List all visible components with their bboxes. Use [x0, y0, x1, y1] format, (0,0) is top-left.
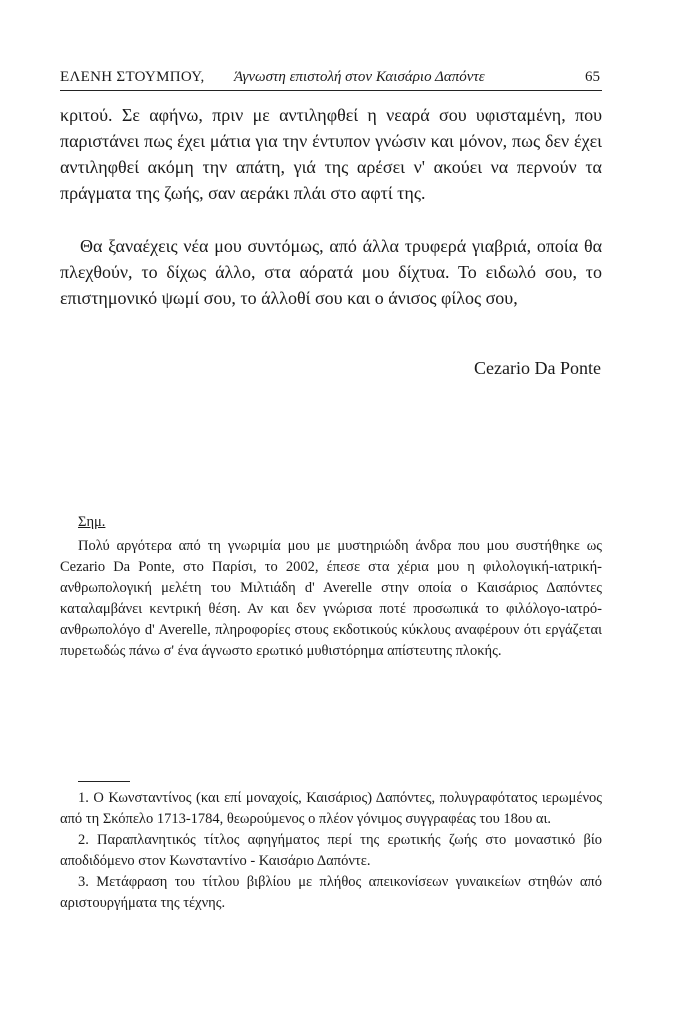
running-header [60, 66, 602, 91]
footnotes [60, 788, 602, 914]
signature: Cezario Da Ponte [474, 358, 601, 378]
body-paragraph-2 [60, 233, 602, 311]
footnote-1: 1. Ο Κωνσταντίνος (και επί μοναχοίς, Καισάριος) Δαπόντες, πολυγραφότατος ιερωμένος από τη Σκόπελο 1713-1784, θεωρούμενος ο πλέον γόνιμος συγγραφέας του 18ου αι. [60, 790, 602, 827]
page-number: 65 [585, 69, 600, 85]
note-text: Πολύ αργότερα από τη γνωριμία μου με μυστηριώδη άνδρα που μου συστήθηκε ως Cezario Da Ponte, στο Παρίσι, το 2002, έπεσε στα χέρια μου η φιλολογική-ιατρική-ανθρωπολογική μελέτη του Μιλτιάδη d' Averelle στην οποία ο Καισάριος Δαπόντες καταλαμβάνει κεντρική θέση. Αν και δεν γνώρισα ποτέ προσωπικά το φιλόλογο-ιατρό-ανθρωπολόγο d' Averelle, πληροφορίες στους εκδοτικούς κύκλους αναφέρουν ότι εργάζεται πυρετωδώς πάνω σ' ένα άγνωστο ερωτικό μυθιστόρημα απίστευτης πλοκής. [60, 538, 602, 659]
footnote-3: 3. Μετάφραση του τίτλου βιβλίου με πλήθος απεικονίσεων γυναικείων στηθών από αριστουργήματα της τέχνης. [60, 874, 602, 911]
paragraph-text: Θα ξαναέχεις νέα μου συντόμως, από άλλα τρυφερά γιαβριά, οποία θα πλεχθούν, το δίχως άλλο, στα αόρατά μου δίχτυα. Το ειδωλό σου, το επιστημονικό ψωμί σου, το άλλοθί σου και ο άνισος φίλος σου, [60, 236, 602, 308]
header-title: Άγνωστη επιστολή στον Καισάριο Δαπόντε [234, 69, 485, 85]
footnote-2: 2. Παραπλανητικός τίτλος αφηγήματος περί της ερωτικής ζωής στο μοναστικό βίο αποδιδόμενο στον Κωνσταντίνο - Καισάριο Δαπόντε. [60, 832, 602, 869]
body-paragraph-1 [60, 102, 602, 206]
note-label: Σημ. [78, 514, 106, 530]
header-author: ΕΛΕΝΗ ΣΤΟΥΜΠΟΥ, [60, 69, 205, 85]
footnote-divider [78, 781, 130, 782]
paragraph-text: κριτού. Σε αφήνω, πριν με αντιληφθεί η νεαρά σου υφισταμένη, που παριστάνει πως έχει μάτια για την έντυπον γνώσιν και μόνον, πως δεν έχει αντιληφθεί ακόμη την απάτη, γιά της αρέσει ν' ακούει να περνούν τα πράγματα της ζωής, σαν αεράκι πλάι στο αφτί της. [60, 105, 602, 203]
